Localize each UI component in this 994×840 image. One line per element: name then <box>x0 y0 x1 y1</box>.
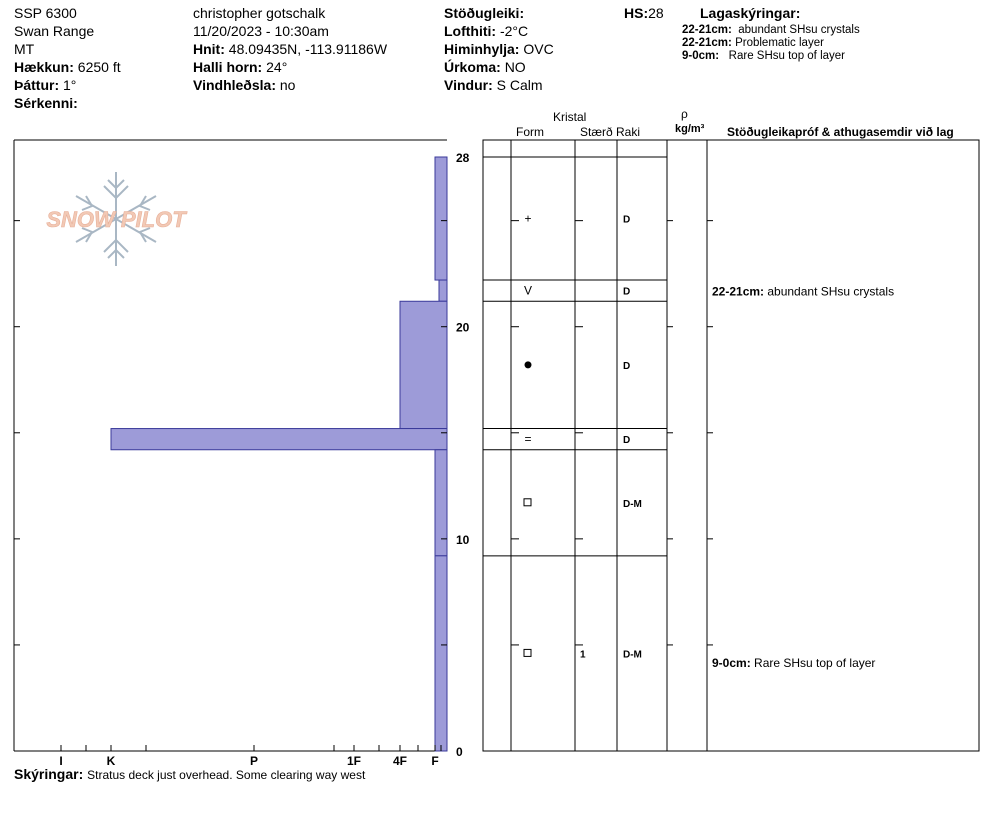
notes: Skýringar: Stratus deck just overhead. Some clearing way west <box>14 766 366 782</box>
header-moisture: Raki <box>616 125 641 139</box>
crystal-form: + <box>524 211 532 226</box>
slope-angle: Halli horn: 24° <box>193 59 288 75</box>
header-tests: Stöðugleikapróf & athugasemdir við lag <box>727 125 954 139</box>
moisture: D <box>623 214 631 226</box>
features: Sérkenni: <box>14 95 78 111</box>
header-density-unit: kg/m³ <box>675 123 705 135</box>
crystal-form: = <box>524 432 532 447</box>
stability: Stöðugleiki: <box>444 5 525 21</box>
hardness-bar <box>435 450 447 556</box>
elevation: Hækkun: 6250 ft <box>14 59 121 75</box>
sky-cover: Himinhylja: OVC <box>444 41 554 57</box>
x-tick-label: I <box>59 754 63 768</box>
coordinates: Hnit: 48.09435N, -113.91186W <box>193 41 388 57</box>
y-tick-label: 10 <box>456 532 470 547</box>
header-rho: ρ <box>681 107 688 121</box>
x-tick-label: 4F <box>392 754 408 768</box>
layer-legend-title: Lagaskýringar: <box>700 5 801 21</box>
hardness-bar <box>400 301 447 428</box>
x-tick-label: P <box>249 754 259 768</box>
y-tick-label: 28 <box>456 151 470 165</box>
header-crystal: Kristal <box>553 110 587 124</box>
hardness-bar <box>111 429 447 450</box>
layer-comment: 22-21cm: abundant SHsu crystals <box>712 284 895 299</box>
logo-text: SNOW PILOT <box>46 207 186 232</box>
crystal-form-dot <box>525 361 532 368</box>
moisture: D <box>623 286 631 298</box>
snow-height: HS:28 <box>624 5 664 21</box>
crystal-size: 1 <box>580 649 586 661</box>
moisture: D-M <box>623 498 642 510</box>
snowpilot-logo <box>46 172 187 266</box>
y-tick-label: 20 <box>456 320 470 335</box>
moisture: D-M <box>623 649 642 661</box>
crystal-form-square <box>524 499 531 506</box>
y-tick-label: 0 <box>456 745 463 759</box>
datetime: 11/20/2023 - 10:30am <box>193 23 329 39</box>
header-size: Stærð <box>580 125 613 139</box>
wind-loading: Vindhleðsla: no <box>193 77 296 93</box>
site-state: MT <box>14 41 35 57</box>
crystal-form: V <box>523 283 533 298</box>
legend-entry: 22-21cm: abundant SHsu crystals <box>682 24 860 36</box>
air-temp: Lofthiti: -2°C <box>444 23 529 39</box>
crystal-form-square <box>524 649 531 656</box>
moisture: D <box>623 435 631 447</box>
observer: christopher gotschalk <box>193 5 326 21</box>
hardness-bar <box>439 280 447 301</box>
layer-comment: 9-0cm: Rare SHsu top of layer <box>712 655 876 670</box>
x-tick-label: F <box>431 754 439 768</box>
site-id: SSP 6300 <box>14 5 77 21</box>
moisture: D <box>623 360 631 372</box>
wind: Vindur: S Calm <box>444 77 543 93</box>
header-form: Form <box>516 125 544 139</box>
aspect: Þáttur: 1° <box>14 77 77 93</box>
x-tick-label: K <box>106 754 116 768</box>
precipitation: Úrkoma: NO <box>444 59 526 75</box>
legend-entry: 9-0cm: Rare SHsu top of layer <box>682 50 846 62</box>
hardness-bar <box>435 556 447 751</box>
hardness-bar <box>435 157 447 280</box>
legend-entry: 22-21cm: Problematic layer <box>682 37 824 49</box>
x-tick-label: 1F <box>346 754 362 768</box>
site-range: Swan Range <box>14 23 95 39</box>
